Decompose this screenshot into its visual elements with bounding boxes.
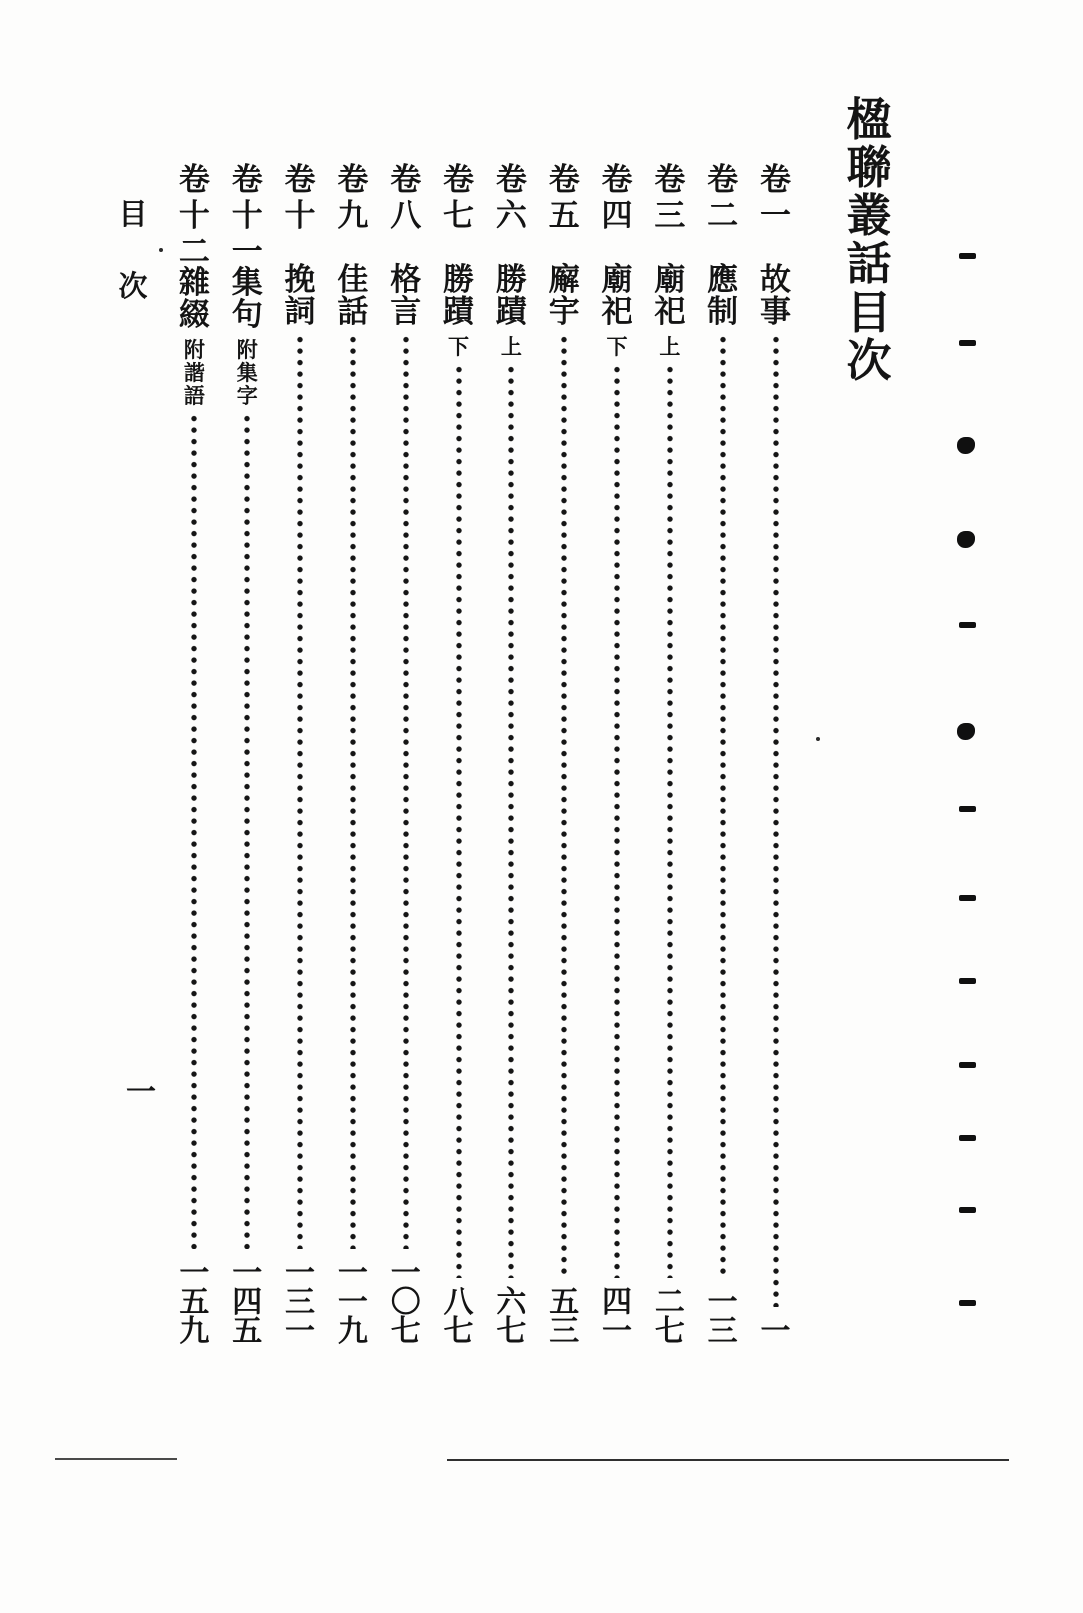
glyph: 九 [337, 198, 369, 234]
glyph: 一 [602, 1313, 633, 1349]
glyph: 挽 [284, 262, 316, 298]
entry-page-number [337, 1255, 368, 1349]
glyph: 一 [337, 1284, 368, 1320]
dot-leader [403, 335, 409, 1249]
bleed-mark-dash [959, 1062, 976, 1068]
dot-leader [667, 365, 673, 1278]
glyph: 綴 [178, 297, 210, 333]
toc-list [168, 162, 802, 1350]
footer-rule-left [55, 1458, 177, 1460]
glyph: 詞 [284, 294, 316, 330]
glyph: 楹 [846, 93, 892, 146]
glyph: 九 [179, 1313, 210, 1349]
glyph: 卷 [231, 162, 263, 198]
toc-entry [485, 162, 538, 1350]
glyph: 一 [707, 1284, 738, 1320]
glyph: 二 [178, 234, 210, 270]
glyph: 二 [707, 198, 739, 234]
glyph: 〇 [390, 1284, 421, 1320]
glyph: 廟 [601, 262, 633, 298]
glyph: 卷 [548, 162, 580, 198]
glyph: 應 [707, 262, 739, 298]
bleed-mark-blob [957, 531, 975, 548]
glyph: 話 [337, 294, 369, 330]
entry-page-number [760, 1313, 791, 1349]
glyph: 附 [236, 337, 258, 362]
glyph: 一 [760, 1313, 791, 1349]
glyph: 次 [118, 269, 148, 303]
toc-entry [749, 162, 802, 1350]
glyph: 卷 [337, 162, 369, 198]
chapter-label [654, 162, 686, 265]
entry-title [601, 262, 633, 330]
toc-entry [696, 162, 749, 1350]
folio-page-number: 一 [126, 1075, 156, 1110]
glyph: 一 [231, 234, 263, 270]
entry-page-number [390, 1255, 421, 1349]
glyph: 二 [654, 1284, 685, 1320]
glyph: 叢 [846, 189, 892, 243]
chapter-label [337, 162, 369, 265]
toc-entry [274, 162, 327, 1350]
chapter-label [760, 162, 791, 265]
glyph: 卷 [654, 162, 686, 198]
dot-leader [561, 335, 567, 1278]
entry-title [337, 262, 369, 330]
glyph: 三 [707, 1313, 738, 1349]
glyph: 十 [178, 198, 210, 234]
glyph: 卷 [707, 162, 739, 198]
bleed-mark-dash [959, 340, 976, 346]
entry-page-number [443, 1284, 474, 1349]
glyph: 七 [390, 1313, 421, 1349]
glyph: 下 [448, 334, 470, 359]
entry-page-number [285, 1255, 316, 1349]
glyph: 廨 [548, 262, 580, 298]
glyph: 集 [231, 265, 263, 301]
glyph: 故 [760, 262, 791, 298]
dot-leader [191, 414, 197, 1248]
entry-page-number [232, 1255, 263, 1349]
glyph: 卷 [390, 162, 422, 198]
glyph: 卷 [284, 162, 316, 198]
glyph: 一 [285, 1255, 316, 1291]
entry-title [760, 262, 791, 330]
dot-leader [456, 365, 462, 1278]
glyph: 五 [232, 1313, 263, 1349]
bleed-mark-dash [959, 1207, 976, 1213]
glyph: 祀 [601, 294, 633, 330]
entry-title [390, 262, 422, 330]
entry-annotation [237, 338, 258, 407]
glyph: 一 [285, 1313, 316, 1349]
toc-entry [379, 162, 432, 1350]
glyph: 祀 [654, 294, 686, 330]
chapter-label [495, 162, 527, 265]
glyph: 語 [183, 383, 205, 409]
bleed-mark-dash [959, 1300, 976, 1306]
dot-leader [508, 365, 514, 1278]
folio-label [116, 197, 150, 303]
entry-annotation [448, 335, 469, 358]
entry-annotation [659, 335, 680, 358]
glyph: 格 [390, 262, 422, 298]
toc-entry [538, 162, 591, 1350]
toc-entry [432, 162, 485, 1350]
glyph: 卷 [495, 162, 527, 198]
glyph: 一 [390, 1255, 421, 1291]
glyph: 三 [654, 198, 686, 234]
chapter-label [548, 162, 580, 265]
entry-annotation [184, 338, 205, 407]
glyph: 八 [390, 198, 422, 234]
entry-annotation [501, 335, 522, 358]
entry-title [231, 265, 263, 333]
entry-page-number [549, 1284, 580, 1349]
bleed-mark-dash [959, 622, 976, 628]
glyph: 宇 [548, 294, 580, 330]
dot-leader [297, 335, 303, 1249]
entry-page-number [654, 1284, 685, 1349]
glyph: 五 [549, 1284, 580, 1320]
glyph: 七 [443, 1313, 474, 1349]
glyph: 下 [606, 334, 628, 359]
bleed-mark-blob [957, 723, 975, 740]
glyph: 事 [760, 294, 791, 330]
glyph: 目 [118, 197, 148, 231]
glyph: 話 [846, 237, 892, 291]
glyph: 三 [549, 1313, 580, 1349]
toc-entry [591, 162, 644, 1350]
dot-leader [773, 335, 779, 1307]
ink-speck [159, 248, 163, 252]
glyph: 雜 [178, 265, 210, 301]
dot-leader [614, 365, 620, 1278]
glyph: 六 [496, 1284, 527, 1320]
glyph: 四 [232, 1284, 263, 1320]
glyph: 諧 [183, 360, 205, 386]
chapter-label [231, 162, 263, 270]
chapter-label [390, 162, 422, 265]
glyph: 句 [231, 297, 263, 333]
glyph: 七 [496, 1313, 527, 1349]
glyph: 卷 [760, 162, 791, 198]
glyph: 佳 [337, 262, 369, 298]
glyph: 字 [236, 383, 258, 409]
entry-page-number [707, 1284, 738, 1349]
entry-annotation [607, 335, 628, 358]
glyph: 五 [179, 1284, 210, 1320]
chapter-label [601, 162, 633, 265]
glyph: 卷 [178, 162, 210, 198]
glyph: 六 [495, 198, 527, 234]
glyph: 次 [846, 333, 892, 387]
bleed-mark-dash [959, 253, 976, 259]
entry-page-number [179, 1255, 210, 1349]
glyph: 五 [548, 198, 580, 234]
book-title [843, 93, 895, 387]
bleed-mark-dash [959, 978, 976, 984]
edge-marks [956, 0, 980, 1613]
toc-entry [643, 162, 696, 1350]
chapter-label [443, 162, 475, 265]
entry-title [284, 262, 316, 330]
glyph: 九 [337, 1313, 368, 1349]
toc-entry [326, 162, 379, 1350]
dot-leader [720, 335, 726, 1278]
bleed-mark-dash [959, 895, 976, 901]
glyph: 言 [390, 294, 422, 330]
glyph: 卷 [601, 162, 633, 198]
chapter-label [178, 162, 210, 270]
dot-leader [350, 335, 356, 1249]
glyph: 三 [285, 1284, 316, 1320]
glyph: 一 [337, 1255, 368, 1291]
entry-page-number [602, 1284, 633, 1349]
glyph: 十 [284, 198, 316, 234]
glyph: 卷 [443, 162, 475, 198]
glyph: 上 [659, 334, 681, 359]
toc-entry [168, 162, 221, 1350]
glyph: 八 [443, 1284, 474, 1320]
glyph: 一 [760, 198, 791, 234]
entry-title [178, 265, 210, 333]
glyph: 蹟 [443, 294, 475, 330]
chapter-label [284, 162, 316, 265]
dot-leader [244, 414, 250, 1248]
glyph: 四 [602, 1284, 633, 1320]
entry-title [443, 262, 475, 330]
entry-title [654, 262, 686, 330]
chapter-label [707, 162, 739, 265]
glyph: 十 [231, 198, 263, 234]
entry-title [548, 262, 580, 330]
entry-title [495, 262, 527, 330]
glyph: 廟 [654, 262, 686, 298]
footer-rule-right [447, 1459, 1009, 1461]
glyph: 聯 [846, 141, 892, 195]
entry-title [707, 262, 739, 330]
glyph: 一 [232, 1255, 263, 1291]
bleed-mark-dash [959, 806, 976, 812]
glyph: 上 [500, 334, 522, 359]
glyph: 附 [183, 337, 205, 362]
entry-page-number [496, 1284, 527, 1349]
glyph: 勝 [495, 262, 527, 298]
glyph: 制 [707, 294, 739, 330]
ink-speck [816, 737, 820, 741]
glyph: 蹟 [495, 294, 527, 330]
toc-entry [221, 162, 274, 1350]
glyph: 一 [179, 1255, 210, 1291]
glyph: 勝 [443, 262, 475, 298]
glyph: 七 [654, 1313, 685, 1349]
bleed-mark-blob [957, 437, 975, 454]
glyph: 四 [601, 198, 633, 234]
glyph: 目 [846, 285, 892, 339]
bleed-mark-dash [959, 1135, 976, 1141]
glyph: 集 [236, 360, 258, 386]
glyph: 七 [443, 198, 475, 234]
